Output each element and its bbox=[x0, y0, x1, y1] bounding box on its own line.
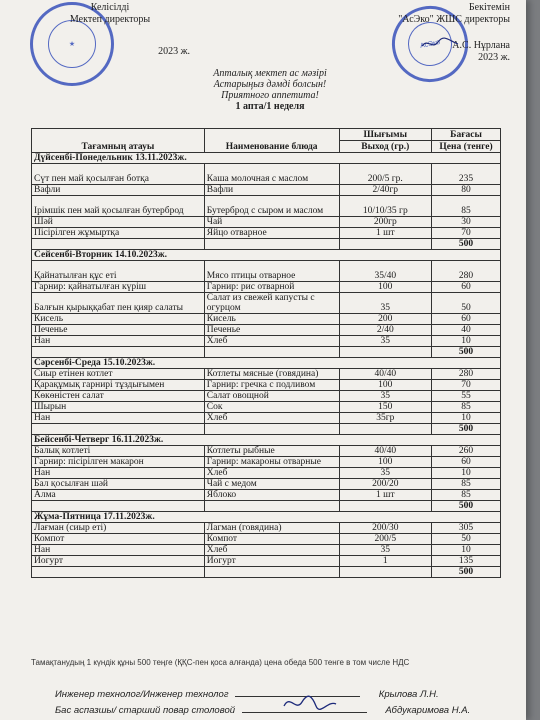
dish-kz-cell: Пісірілген жұмыртқа bbox=[32, 228, 205, 239]
header-left-line-1: Келісілді bbox=[90, 2, 130, 13]
table-row bbox=[32, 336, 501, 347]
empty-cell bbox=[204, 424, 339, 435]
dish-ru-cell: Гарнир: макароны отварные bbox=[204, 457, 339, 468]
day-total-row bbox=[32, 347, 501, 358]
table-row bbox=[32, 523, 501, 534]
table-row bbox=[32, 413, 501, 424]
output-cell: 40/40 bbox=[339, 446, 432, 457]
table-row bbox=[32, 380, 501, 391]
menu-table-body bbox=[32, 153, 501, 578]
header-price: Бағасы bbox=[432, 129, 501, 141]
intro-line-2: Астарыңыз дәмді болсын! bbox=[213, 79, 327, 90]
header-right-line-3: А.С. Нұрлана bbox=[452, 40, 510, 51]
dish-ru-cell: Компот bbox=[204, 534, 339, 545]
dish-ru-cell: Салат из свежей капусты с огурцом bbox=[204, 293, 339, 314]
empty-cell bbox=[32, 567, 205, 578]
dish-kz-cell: Шәй bbox=[32, 217, 205, 228]
dish-kz-cell: Нан bbox=[32, 468, 205, 479]
empty-cell bbox=[339, 424, 432, 435]
day-total-row bbox=[32, 424, 501, 435]
dish-kz-cell: Ірімшік пен май қосылған бутерброд bbox=[32, 196, 205, 217]
dish-ru-cell: Каша молочная с маслом bbox=[204, 164, 339, 185]
dish-ru-cell: Хлеб bbox=[204, 336, 339, 347]
output-cell: 200гр bbox=[339, 217, 432, 228]
header-approved-right bbox=[340, 2, 510, 64]
price-footnote: Тамақтанудың 1 күндік құны 500 теңге (ҚҚС-пен қоса алғанда) цена обеда 500 тенге в том числе НДС bbox=[31, 658, 410, 667]
price-cell: 85 bbox=[432, 196, 501, 217]
signature-role: Бас аспазшы/ старший повар столовой bbox=[55, 705, 236, 716]
output-cell: 35 bbox=[339, 336, 432, 347]
price-cell: 70 bbox=[432, 228, 501, 239]
table-row bbox=[32, 468, 501, 479]
empty-cell bbox=[204, 347, 339, 358]
intro-line-3: Приятного аппетита! bbox=[221, 90, 319, 101]
day-title: Жұма-Пятница 17.11.2023ж. bbox=[32, 512, 501, 523]
day-header-row bbox=[32, 358, 501, 369]
price-cell: 85 bbox=[432, 479, 501, 490]
empty-cell bbox=[32, 239, 205, 250]
dish-kz-cell: Сиыр етінен котлет bbox=[32, 369, 205, 380]
day-total-row bbox=[32, 501, 501, 512]
dish-kz-cell: Иогурт bbox=[32, 556, 205, 567]
dish-ru-cell: Чай bbox=[204, 217, 339, 228]
dish-kz-cell: Печенье bbox=[32, 325, 205, 336]
day-header-row bbox=[32, 512, 501, 523]
menu-intro bbox=[150, 68, 390, 112]
dish-ru-cell: Вафли bbox=[204, 185, 339, 196]
table-row bbox=[32, 545, 501, 556]
price-cell: 60 bbox=[432, 282, 501, 293]
empty-cell bbox=[32, 501, 205, 512]
dish-ru-cell: Иогурт bbox=[204, 556, 339, 567]
dish-kz-cell: Гарнир: пісірілген макарон bbox=[32, 457, 205, 468]
empty-cell bbox=[32, 347, 205, 358]
header-output: Шығымы bbox=[339, 129, 432, 141]
empty-cell bbox=[339, 567, 432, 578]
price-cell: 10 bbox=[432, 545, 501, 556]
price-cell: 260 bbox=[432, 446, 501, 457]
dish-ru-cell: Мясо птицы отварное bbox=[204, 261, 339, 282]
stamp-inner-ring: АсЭко bbox=[404, 18, 456, 70]
day-total-price: 500 bbox=[432, 239, 501, 250]
dish-ru-cell: Сок bbox=[204, 402, 339, 413]
output-cell: 100 bbox=[339, 380, 432, 391]
table-row bbox=[32, 314, 501, 325]
dish-kz-cell: Қарақұмық гарнирі тұздығымен bbox=[32, 380, 205, 391]
dish-ru-cell: Котлеты мясные (говядина) bbox=[204, 369, 339, 380]
dish-ru-cell: Гарнир: рис отварной bbox=[204, 282, 339, 293]
dish-ru-cell: Яйцо отварное bbox=[204, 228, 339, 239]
day-total-price: 500 bbox=[432, 501, 501, 512]
output-cell: 10/10/35 гр bbox=[339, 196, 432, 217]
stamp-inner-ring: ★ bbox=[48, 20, 97, 69]
dish-ru-cell: Хлеб bbox=[204, 413, 339, 424]
dish-ru-cell: Гарнир: гречка с подливом bbox=[204, 380, 339, 391]
dish-kz-cell: Кисель bbox=[32, 314, 205, 325]
output-cell: 200/30 bbox=[339, 523, 432, 534]
day-header-row bbox=[32, 153, 501, 164]
price-cell: 85 bbox=[432, 402, 501, 413]
day-title: Сәрсенбі-Среда 15.10.2023ж. bbox=[32, 358, 501, 369]
signature-name: Абдукаримова Н.А. bbox=[385, 705, 471, 716]
dish-kz-cell: Балық котлеті bbox=[32, 446, 205, 457]
signature-role: Инженер технолог/Инженер технолог bbox=[55, 689, 229, 700]
day-total-price: 500 bbox=[432, 567, 501, 578]
output-cell: 35 bbox=[339, 293, 432, 314]
header-left-line-2: Мектеп директоры bbox=[69, 14, 151, 25]
table-row bbox=[32, 282, 501, 293]
subheader-output: Выход (гр.) bbox=[339, 141, 432, 153]
price-cell: 30 bbox=[432, 217, 501, 228]
dish-kz-cell: Компот bbox=[32, 534, 205, 545]
price-cell: 10 bbox=[432, 413, 501, 424]
signature-name: Крылова Л.Н. bbox=[378, 689, 439, 700]
output-cell: 35 bbox=[339, 468, 432, 479]
subheader-price: Цена (тенге) bbox=[432, 141, 501, 153]
chef-signature bbox=[280, 692, 340, 714]
empty-cell bbox=[204, 239, 339, 250]
table-row bbox=[32, 457, 501, 468]
output-cell: 200/5 гр. bbox=[339, 164, 432, 185]
output-cell: 2/40 bbox=[339, 325, 432, 336]
table-row bbox=[32, 490, 501, 501]
table-row bbox=[32, 293, 501, 314]
price-cell: 10 bbox=[432, 468, 501, 479]
day-header-row bbox=[32, 435, 501, 446]
intro-line-1: Апталық мектеп ас мәзірі bbox=[213, 68, 327, 79]
output-cell: 2/40гр bbox=[339, 185, 432, 196]
dish-ru-cell: Лагман (говядина) bbox=[204, 523, 339, 534]
dish-ru-cell: Хлеб bbox=[204, 545, 339, 556]
output-cell: 200 bbox=[339, 314, 432, 325]
table-row bbox=[32, 556, 501, 567]
table-row bbox=[32, 196, 501, 217]
dish-kz-cell: Балғын қырыққабат пен қияр салаты bbox=[32, 293, 205, 314]
menu-table bbox=[31, 128, 501, 578]
price-cell: 70 bbox=[432, 380, 501, 391]
director-signature bbox=[420, 36, 460, 50]
table-row bbox=[32, 325, 501, 336]
output-cell: 100 bbox=[339, 282, 432, 293]
output-cell: 100 bbox=[339, 457, 432, 468]
table-row bbox=[32, 369, 501, 380]
day-total-price: 500 bbox=[432, 347, 501, 358]
empty-cell bbox=[204, 567, 339, 578]
empty-cell bbox=[339, 501, 432, 512]
output-cell: 35гр bbox=[339, 413, 432, 424]
empty-cell bbox=[339, 239, 432, 250]
price-cell: 85 bbox=[432, 490, 501, 501]
output-cell: 1 bbox=[339, 556, 432, 567]
dish-ru-cell: Котлеты рыбные bbox=[204, 446, 339, 457]
empty-cell bbox=[339, 347, 432, 358]
table-row bbox=[32, 446, 501, 457]
dish-kz-cell: Вафли bbox=[32, 185, 205, 196]
table-row bbox=[32, 185, 501, 196]
output-cell: 35 bbox=[339, 545, 432, 556]
price-cell: 235 bbox=[432, 164, 501, 185]
dish-ru-cell: Печенье bbox=[204, 325, 339, 336]
header-right-line-2: "АсЭко" ЖШС директоры bbox=[398, 14, 510, 25]
day-total-row bbox=[32, 239, 501, 250]
price-cell: 40 bbox=[432, 325, 501, 336]
output-cell: 35/40 bbox=[339, 261, 432, 282]
price-cell: 10 bbox=[432, 336, 501, 347]
day-title: Дүйсенбі-Понедельник 13.11.2023ж. bbox=[32, 153, 501, 164]
table-row bbox=[32, 217, 501, 228]
price-cell: 280 bbox=[432, 261, 501, 282]
dish-kz-cell: Бал қосылған шәй bbox=[32, 479, 205, 490]
dish-kz-cell: Шырын bbox=[32, 402, 205, 413]
dish-ru-cell: Салат овощной bbox=[204, 391, 339, 402]
table-row bbox=[32, 479, 501, 490]
table-row bbox=[32, 261, 501, 282]
output-cell: 1 шт bbox=[339, 490, 432, 501]
price-cell: 55 bbox=[432, 391, 501, 402]
dish-kz-cell: Гарнир: қайнатылған күріш bbox=[32, 282, 205, 293]
day-total-row bbox=[32, 567, 501, 578]
header-dish-ru: Наименование блюда bbox=[204, 129, 339, 153]
dish-kz-cell: Лағман (сиыр еті) bbox=[32, 523, 205, 534]
table-row bbox=[32, 228, 501, 239]
output-cell: 150 bbox=[339, 402, 432, 413]
output-cell: 40/40 bbox=[339, 369, 432, 380]
week-label: 1 апта/1 неделя bbox=[235, 101, 305, 112]
day-title: Бейсенбі-Четверг 16.11.2023ж. bbox=[32, 435, 501, 446]
output-cell: 1 шт bbox=[339, 228, 432, 239]
day-title: Сейсенбі-Вторник 14.10.2023ж. bbox=[32, 250, 501, 261]
dish-kz-cell: Нан bbox=[32, 413, 205, 424]
day-total-price: 500 bbox=[432, 424, 501, 435]
dish-ru-cell: Кисель bbox=[204, 314, 339, 325]
header-left-line-3: 2023 ж. bbox=[158, 46, 190, 57]
dish-kz-cell: Нан bbox=[32, 336, 205, 347]
output-cell: 200/20 bbox=[339, 479, 432, 490]
dish-ru-cell: Хлеб bbox=[204, 468, 339, 479]
day-header-row bbox=[32, 250, 501, 261]
header-right-line-4: 2023 ж. bbox=[478, 52, 510, 63]
dish-ru-cell: Чай с медом bbox=[204, 479, 339, 490]
header-right-line-1: Бекітемін bbox=[468, 2, 510, 13]
signature-line-technologist bbox=[55, 688, 439, 700]
empty-cell bbox=[204, 501, 339, 512]
table-row bbox=[32, 402, 501, 413]
output-cell: 35 bbox=[339, 391, 432, 402]
table-row bbox=[32, 534, 501, 545]
dish-kz-cell: Сүт пен май қосылған ботқа bbox=[32, 164, 205, 185]
signature-line-chef bbox=[55, 704, 470, 716]
price-cell: 50 bbox=[432, 293, 501, 314]
table-header-row bbox=[32, 129, 501, 141]
dish-ru-cell: Бутерброд с сыром и маслом bbox=[204, 196, 339, 217]
output-cell: 200/5 bbox=[339, 534, 432, 545]
price-cell: 50 bbox=[432, 534, 501, 545]
price-cell: 80 bbox=[432, 185, 501, 196]
price-cell: 305 bbox=[432, 523, 501, 534]
table-row bbox=[32, 164, 501, 185]
price-cell: 280 bbox=[432, 369, 501, 380]
header-dish-kz: Тағамның атауы bbox=[32, 129, 205, 153]
price-cell: 60 bbox=[432, 314, 501, 325]
header-approved-left bbox=[30, 2, 190, 58]
empty-cell bbox=[32, 424, 205, 435]
dish-kz-cell: Көкөністен салат bbox=[32, 391, 205, 402]
price-cell: 135 bbox=[432, 556, 501, 567]
dish-kz-cell: Алма bbox=[32, 490, 205, 501]
dish-kz-cell: Қайнатылған құс еті bbox=[32, 261, 205, 282]
dish-ru-cell: Яблоко bbox=[204, 490, 339, 501]
price-cell: 60 bbox=[432, 457, 501, 468]
dish-kz-cell: Нан bbox=[32, 545, 205, 556]
table-row bbox=[32, 391, 501, 402]
